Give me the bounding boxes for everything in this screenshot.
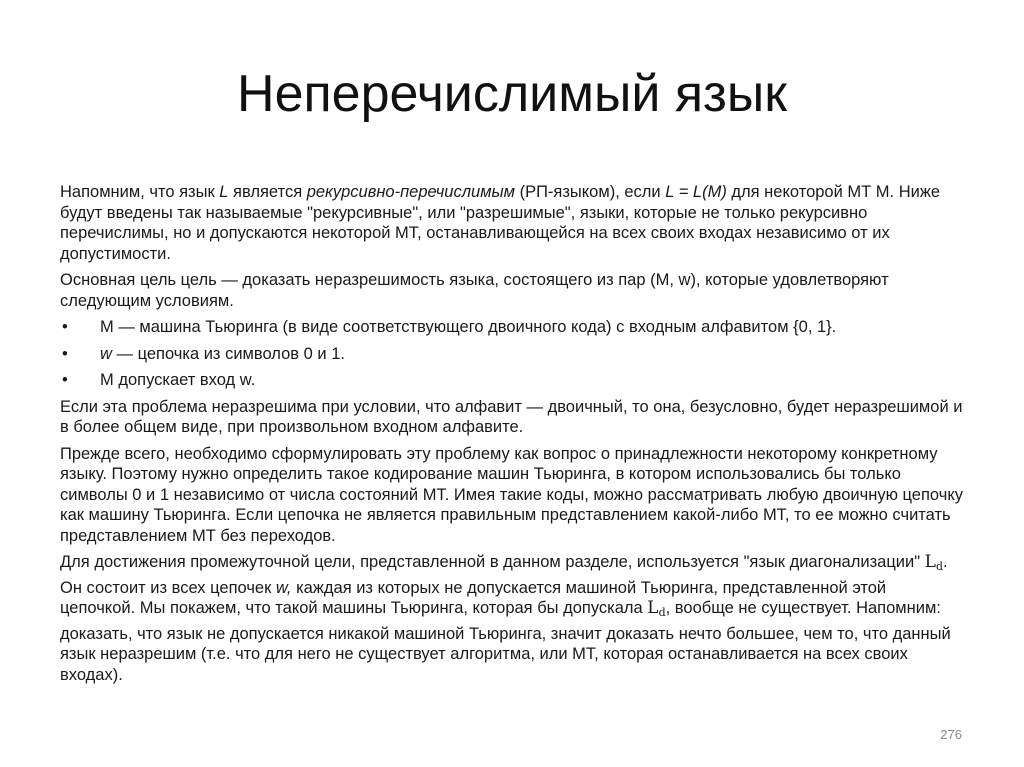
list-item	[60, 370, 965, 391]
list-item	[60, 344, 965, 365]
bullet-text: М — машина Тьюринга (в виде соответствующего двоичного кода) с входным алфавитом {0, 1}.	[100, 318, 837, 336]
p1-text-e: (РП-языком), если	[514, 183, 666, 201]
paragraph-rp-language	[60, 182, 965, 264]
paragraph-main-goal: Основная цель цель — доказать неразрешимость языка, состоящего из пар (M, w), которые удовлетворяют следующим условиям.	[60, 271, 889, 310]
ld-symbol	[925, 552, 943, 572]
p1-text-g: для некоторой МТ М. Ниже будут введены так называемые "рекурсивные", или "разрешимые", языки, которые не только рекурсивно перечислимы, но и допускаются некоторой МТ, останавливающейся на всех своих входах независимо от их допустимости.	[60, 183, 941, 263]
list-item	[60, 317, 965, 338]
bullet-text: М допускает вход w.	[100, 371, 256, 389]
ld-sub: d	[935, 560, 943, 573]
p5-italic-w: w,	[275, 578, 292, 597]
paragraph-binary-alphabet: Если эта проблема неразрешима при условии, что алфавит — двоичный, то она, безусловно, будет неразрешимой и в более общем виде, при произвольном входном алфавите.	[60, 397, 963, 436]
p5-text-e: , вообще не существует. Напомним: доказать, что язык не допускается никакой машиной Тьюринга, значит доказать нечто большее, чем то, что данный язык неразрешим (т.е. что для него не существует алгоритма, или МТ, которая останавливается на всех своих входах).	[60, 599, 951, 684]
p1-italic-l: L	[219, 183, 229, 201]
bullet-text: — цепочка из символов 0 и 1.	[111, 344, 345, 363]
p1-text-c: является	[228, 183, 307, 201]
slide-title: Неперечислимый язык	[237, 65, 787, 123]
conditions-list	[60, 317, 965, 391]
p5-text-d: каждая из которых не допускается машиной Тьюринга, представленной этой цепочкой. Мы покажем, что такой машины Тьюринга, которая бы допускала	[60, 578, 887, 617]
bullet-icon: •	[62, 371, 68, 389]
p1-italic-formula: L = L(M)	[665, 183, 727, 201]
bullet-icon: •	[62, 344, 68, 363]
ld-symbol	[647, 598, 665, 618]
p1-italic-rp: рекурсивно-перечислимым	[306, 183, 515, 201]
p5-text-a: Для достижения промежуточной цели, представленной в данном разделе, используется "язык диагонализации"	[60, 553, 925, 571]
page-number: 276	[940, 727, 962, 742]
slide-content	[60, 182, 965, 691]
paragraph-diagonalization	[60, 552, 965, 685]
p5-text-b: . Он состоит из всех цепочек	[60, 553, 948, 597]
ld-main: L	[924, 552, 936, 572]
paragraph-encoding: Прежде всего, необходимо сформулировать эту проблему как вопрос о принадлежности некоторому конкретному языку. Поэтому нужно определить такое кодирование машин Тьюринга, в котором использовались бы только символы 0 и 1 независимо от числа состояний МТ. Имея такие коды, можно рассматривать любую двоичную цепочку как машину Тьюринга. Если цепочка не является правильным представлением какой-либо МТ, то ее можно считать представлением МТ без переходов.	[60, 444, 963, 545]
bullet-italic-w: w	[100, 344, 112, 363]
ld-sub: d	[658, 606, 666, 619]
bullet-icon: •	[62, 318, 68, 336]
ld-main: L	[647, 598, 659, 618]
p1-text-a: Напомним, что язык	[60, 183, 220, 201]
